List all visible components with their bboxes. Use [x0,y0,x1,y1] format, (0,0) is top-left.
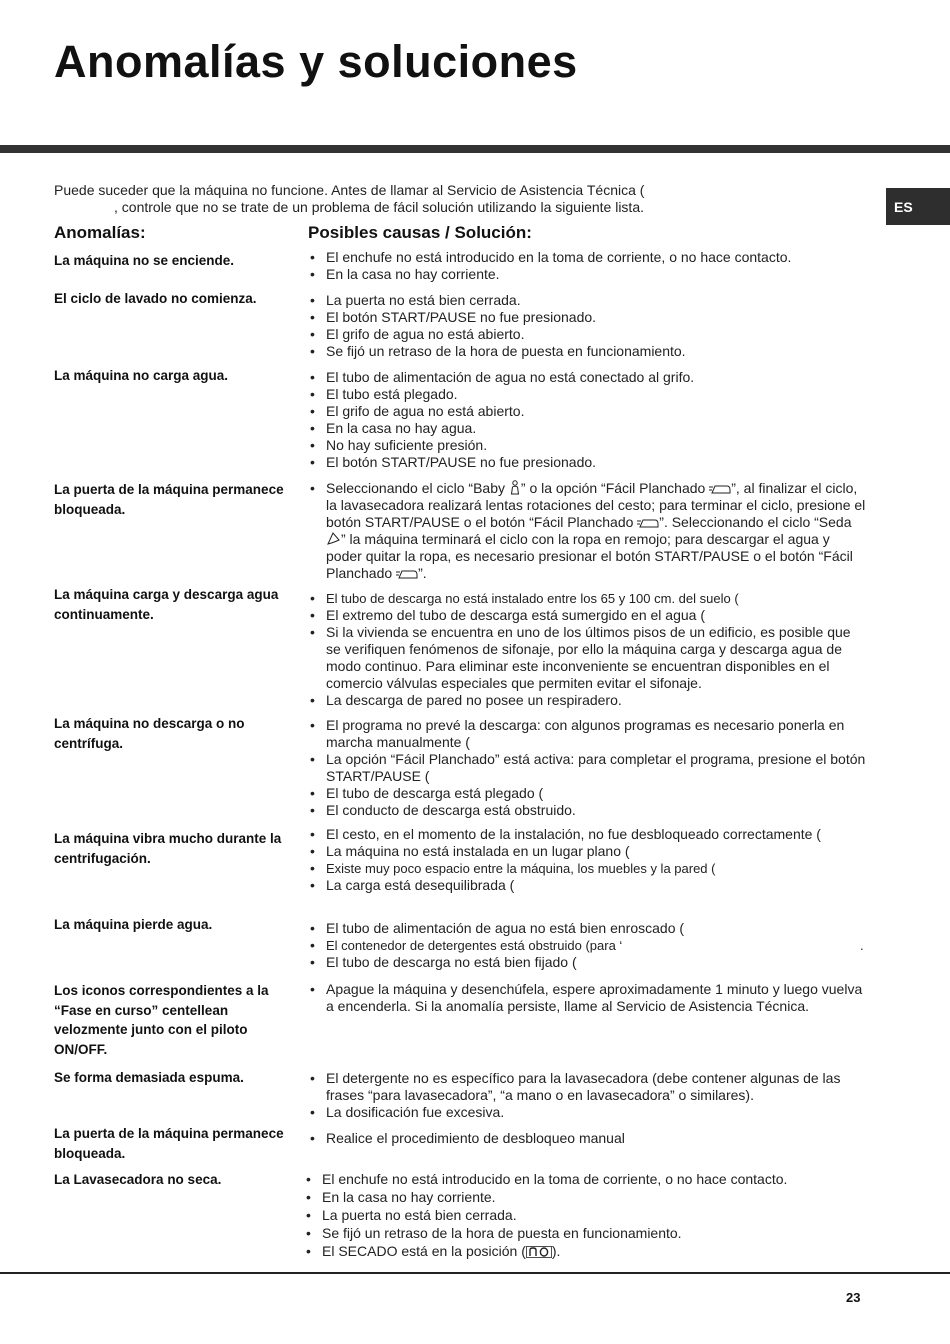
list-item: • El tubo de alimentación de agua no está conectado al grifo. [308,369,868,386]
list-item: • En la casa no hay agua. [308,420,868,437]
list-item: • El tubo de alimentación de agua no está bien enroscado ( [308,920,868,937]
cause-list [308,920,868,971]
list-item: • La descarga de pared no posee un respiradero. [308,692,868,709]
anomaly-label: La máquina no descarga o no centrífuga. [54,716,245,751]
anomaly-label: La máquina carga y descarga agua continuamente. [54,587,279,622]
cause-list [308,480,868,582]
cause-list [308,249,868,283]
list-item: • El detergente no es específico para la lavasecadora (debe contener algunas de las frases “para lavasecadora”, “a mano o en lavasecadora” o similares). [308,1070,868,1104]
cause-list [308,590,868,709]
list-item [304,1242,864,1260]
list-item: • Realice el procedimiento de desbloqueo manual [308,1130,868,1147]
list-item: • El tubo de descarga no está bien fijado ( [308,954,868,971]
cause-period: . [860,938,864,953]
list-item: • La carga está desequilibrada ( [308,877,868,894]
cause-list [308,826,868,894]
list-item: • Se fijó un retraso de la hora de puesta en funcionamiento. [304,1224,864,1242]
cause-list [308,1130,868,1147]
list-item [308,480,868,582]
anomaly-label: Se forma demasiada espuma. [54,1070,244,1085]
cause-list [308,369,868,471]
cause-list [308,981,868,1015]
cause-text: ” la máquina terminará el ciclo con la ropa en remojo; para descargar el agua y poder quitar la ropa, es necesario presionar el botón START/PAUSE o el botón “Fácil Planchado [326,531,853,581]
anomaly-label: La máquina pierde agua. [54,917,213,932]
top-rule [0,145,950,153]
anomaly-label: El ciclo de lavado no comienza. [54,291,257,306]
anomaly-label: La máquina no se enciende. [54,253,235,268]
intro-line-1: Puede suceder que la máquina no funcione. Antes de llamar al Servicio de Asistencia Técnica ( [54,182,645,198]
list-item: • El cesto, en el momento de la instalación, no fue desbloqueado correctamente ( [308,826,868,843]
list-item: • En la casa no hay corriente. [304,1188,864,1206]
cause-text: Seleccionando el ciclo “Baby [326,480,509,496]
list-item: • Apague la máquina y desenchúfela, espere aproximadamente 1 minuto y luego vuelva a encenderla. Si la anomalía persiste, llame al Servicio de Asistencia Técnica. [308,981,868,1015]
list-item: • La puerta no está bien cerrada. [308,292,868,309]
cause-text: ”. Seleccionando el ciclo “Seda [659,514,852,530]
baby-cycle-icon [509,480,521,495]
list-item: • La opción “Fácil Planchado” está activa: para completar el programa, presione el botón START/PAUSE ( [308,751,868,785]
list-item: • El grifo de agua no está abierto. [308,403,868,420]
list-item: • El tubo de descarga no está instalado entre los 65 y 100 cm. del suelo ( [308,590,868,607]
list-item [308,937,868,954]
silk-cycle-icon [326,531,341,546]
cause-text: ”. [418,565,427,581]
intro-line-2: , controle que no se trate de un problema de fácil solución utilizando la siguiente lista. [114,199,644,215]
list-item: • El enchufe no está introducido en la toma de corriente, o no hace contacto. [304,1170,864,1188]
anomaly-label: La máquina vibra mucho durante la centrifugación. [54,831,282,866]
easy-iron-icon [396,568,418,580]
dry-off-icon [526,1246,552,1258]
page-number: 23 [846,1290,861,1305]
cause-text: ”, al finalizar el ciclo, la lavasecadora realizará lentas rotaciones del cesto; para terminar el ciclo, presione el botón START/PAUSE o el botón “Fácil Planchado [326,480,866,530]
list-item: • El grifo de agua no está abierto. [308,326,868,343]
bottom-rule [0,1272,950,1274]
list-item: • El tubo está plegado. [308,386,868,403]
list-item: • En la casa no hay corriente. [308,266,868,283]
anomalies-header: Anomalías: [54,223,146,242]
page-title: Anomalías y soluciones [54,36,578,87]
list-item: • El programa no prevé la descarga: con algunos programas es necesario ponerla en marcha manualmente ( [308,717,868,751]
anomaly-label: Los iconos correspondientes a la “Fase en curso” centellean velozmente junto con el piloto ON/OFF. [54,983,269,1057]
list-item: • El enchufe no está introducido en la toma de corriente, o no hace contacto. [308,249,868,266]
cause-list [308,292,868,360]
list-item: • El tubo de descarga está plegado ( [308,785,868,802]
language-tab: ES [886,188,950,225]
list-item: • La dosificación fue excesiva. [308,1104,868,1121]
list-item: • La máquina no está instalada en un lugar plano ( [308,843,868,860]
list-item: • Existe muy poco espacio entre la máquina, los muebles y la pared ( [308,860,868,877]
list-item: • Si la vivienda se encuentra en uno de los últimos pisos de un edificio, es posible que se verifiquen fenómenos de sifonaje, por ello la máquina carga y descarga agua de modo continuo. Para eliminar este inconveniente se encuentran disponibles en el comercio válvulas especiales que permiten evitar el sifonaje. [308,624,868,692]
easy-iron-icon [637,517,659,529]
easy-iron-icon [709,483,731,495]
anomaly-label: La máquina no carga agua. [54,368,229,383]
list-item: • El botón START/PAUSE no fue presionado. [308,454,868,471]
list-item: • El extremo del tubo de descarga está sumergido en el agua ( [308,607,868,624]
causes-header: Posibles causas / Solución: [308,223,532,242]
list-item: • Se fijó un retraso de la hora de puesta en funcionamiento. [308,343,868,360]
cause-list [308,1070,868,1121]
cause-list [308,717,868,819]
cause-text: El contenedor de detergentes está obstruido (para ‘ [326,938,623,953]
cause-text: ). [551,1243,561,1259]
anomaly-label: La Lavasecadora no seca. [54,1172,222,1187]
list-item: • La puerta no está bien cerrada. [304,1206,864,1224]
list-item: • El conducto de descarga está obstruido. [308,802,868,819]
list-item: • El botón START/PAUSE no fue presionado. [308,309,868,326]
cause-list [304,1170,864,1260]
cause-text: ” o la opción “Fácil Planchado [520,480,710,496]
intro-text [54,182,864,216]
cause-text: El SECADO está en la posición ( [322,1243,526,1259]
anomaly-label: La puerta de la máquina permanece bloqueada. [54,482,284,517]
anomaly-label: La puerta de la máquina permanece bloqueada. [54,1126,284,1161]
list-item: • No hay suficiente presión. [308,437,868,454]
